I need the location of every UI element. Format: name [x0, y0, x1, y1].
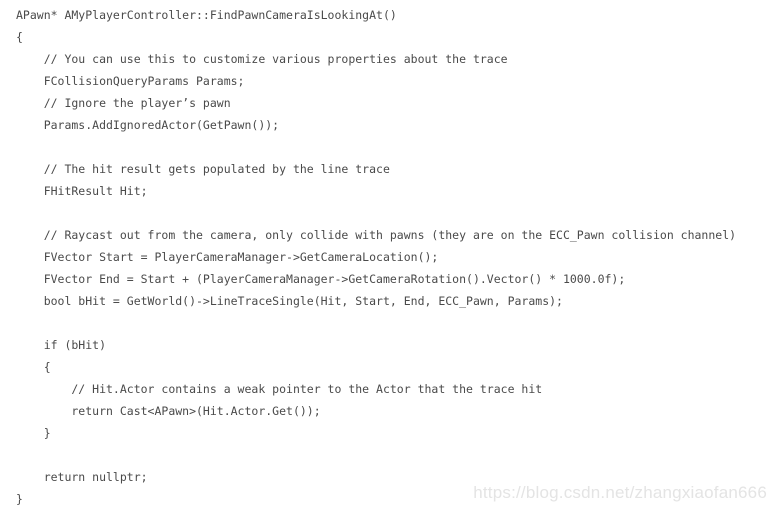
watermark-url: https://blog.csdn.net/zhangxiaofan666: [473, 483, 767, 502]
code-line: // Ignore the player’s pawn: [16, 96, 231, 110]
code-line: [16, 136, 736, 158]
code-block: [16, 4, 736, 510]
code-line: return Cast<APawn>(Hit.Actor.Get());: [16, 404, 321, 418]
code-line: bool bHit = GetWorld()->LineTraceSingle(Hit, Start, End, ECC_Pawn, Params);: [16, 294, 563, 308]
code-line: FHitResult Hit;: [16, 184, 148, 198]
code-line: // Raycast out from the camera, only collide with pawns (they are on the ECC_Pawn collision channel): [16, 228, 737, 242]
code-line: // You can use this to customize various properties about the trace: [16, 52, 508, 66]
code-line: // Hit.Actor contains a weak pointer to the Actor that the trace hit: [16, 382, 543, 396]
code-line: Params.AddIgnoredActor(GetPawn());: [16, 118, 280, 132]
code-line: FVector End = Start + (PlayerCameraManager->GetCameraRotation().Vector() * 1000.0f);: [16, 272, 626, 286]
code-line: [16, 312, 736, 334]
code-line: FVector Start = PlayerCameraManager->GetCameraLocation();: [16, 250, 439, 264]
code-line: }: [16, 492, 23, 506]
code-line: {: [16, 30, 23, 44]
code-line: // The hit result gets populated by the line trace: [16, 162, 390, 176]
code-line: }: [16, 426, 51, 440]
code-line: [16, 202, 736, 224]
code-line: return nullptr;: [16, 470, 148, 484]
code-line: APawn* AMyPlayerController::FindPawnCameraIsLookingAt(): [16, 8, 397, 22]
code-line: if (bHit): [16, 338, 107, 352]
code-line: [16, 444, 736, 466]
code-line: FCollisionQueryParams Params;: [16, 74, 245, 88]
code-line: {: [16, 360, 51, 374]
